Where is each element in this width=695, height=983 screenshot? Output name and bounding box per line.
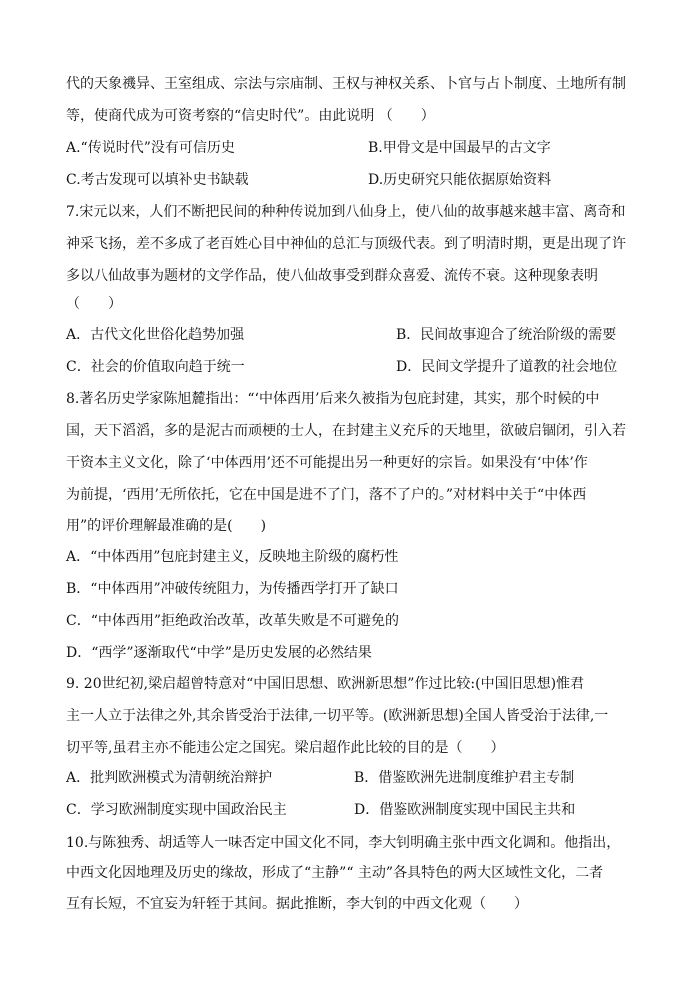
q8-option-a: A．“中体西用”包庇封建主义，反映地主阶级的腐朽性 bbox=[66, 549, 399, 565]
q6-option-a: A.“传说时代”没有可信历史 bbox=[66, 140, 235, 156]
q9-line-2: 主一人立于法律之外,其余皆受治于法律,一切平等。(欧洲新思想)全国人皆受治于法律,一 bbox=[66, 708, 609, 724]
q6-option-b: B.甲骨文是中国最早的古文字 bbox=[368, 140, 551, 156]
q9-line-1: 9. 20世纪初,梁启超曾特意对“中国旧思想、欧洲新思想”作过比较:(中国旧思想)惟君 bbox=[66, 676, 585, 692]
q10-line-2: 中西文化因地理及历史的缘故，形成了“主静”“ 主动”各具特色的两大区域性文化，二者 bbox=[66, 865, 604, 881]
q9-option-d: D．借鉴欧洲制度实现中国民主共和 bbox=[354, 802, 576, 818]
q8-option-d: D．“西学”逐渐取代“中学”是历史发展的必然结果 bbox=[66, 645, 372, 661]
q7-line-4: （ ） bbox=[66, 296, 122, 312]
q7-line-1: 7.宋元以来，人们不断把民间的种种传说加到八仙身上，使八仙的故事越来越丰富、离奇和 bbox=[66, 204, 626, 220]
q9-option-a: A．批判欧洲模式为清朝统治辩护 bbox=[66, 770, 273, 786]
q7-line-3: 多以八仙故事为题材的文学作品，使八仙故事受到群众喜爱、流传不衰。这种现象表明 bbox=[66, 268, 598, 284]
q8-line-2: 国，天下滔滔，多的是泥古而顽梗的士人，在封建主义充斥的天地里，欲破启锢闭，引入若 bbox=[66, 423, 626, 439]
q8-line-5: 用”的评价理解最准确的是( ) bbox=[66, 518, 267, 534]
q6-option-c: C.考古发现可以填补史书缺载 bbox=[66, 172, 249, 188]
q8-line-1: 8.著名历史学家陈旭麓指出：“‘中体西用’后来久被指为包庇封建，其实，那个时候的中 bbox=[66, 391, 600, 407]
q6-option-d: D.历史研究只能依据原始资料 bbox=[368, 172, 552, 188]
q8-option-c: C．“中体西用”拒绝政治改革，改革失败是不可避免的 bbox=[66, 613, 400, 629]
q6-line-2: 等，使商代成为可资考察的“信史时代”。由此说明 （ ） bbox=[66, 108, 435, 124]
q8-option-b: B．“中体西用”冲破传统阻力，为传播西学打开了缺口 bbox=[66, 581, 399, 597]
q7-option-c: C．社会的价值取向趋于统一 bbox=[66, 359, 245, 375]
q9-line-3: 切平等,虽君主亦不能违公定之国宪。梁启超作此比较的目的是（ ） bbox=[66, 740, 505, 756]
q7-option-d: D．民间文学提升了道教的社会地位 bbox=[396, 359, 618, 375]
q7-option-a: A．古代文化世俗化趋势加强 bbox=[66, 327, 245, 343]
q8-line-3: 干资本主义文化，除了‘中体西用’还不可能提出另一种更好的宗旨。如果没有‘中体’作 bbox=[66, 455, 588, 471]
q6-line-1: 代的天象禨异、王室组成、宗法与宗庙制、王权与神权关系、卜官与占卜制度、土地所有制 bbox=[66, 76, 626, 92]
q10-line-3: 互有长短，不宜妄为轩轾于其间。据此推断，李大钊的中西文化观（ ） bbox=[66, 896, 528, 912]
q8-line-4: 为前提，‘西用’无所依托，它在中国是进不了门，落不了户的。”对材料中关于“中体西 bbox=[66, 487, 587, 503]
q9-option-b: B．借鉴欧洲先进制度维护君主专制 bbox=[354, 770, 575, 786]
q7-option-b: B．民间故事迎合了统治阶级的需要 bbox=[396, 327, 617, 343]
q7-line-2: 神采飞扬，差不多成了老百姓心目中神仙的总汇与顶级代表。到了明清时期，更是出现了许 bbox=[66, 236, 626, 252]
q9-option-c: C．学习欧洲制度实现中国政治民主 bbox=[66, 802, 287, 818]
q10-line-1: 10.与陈独秀、胡适等人一味否定中国文化不同，李大钊明确主张中西文化调和。他指出， bbox=[66, 835, 621, 851]
